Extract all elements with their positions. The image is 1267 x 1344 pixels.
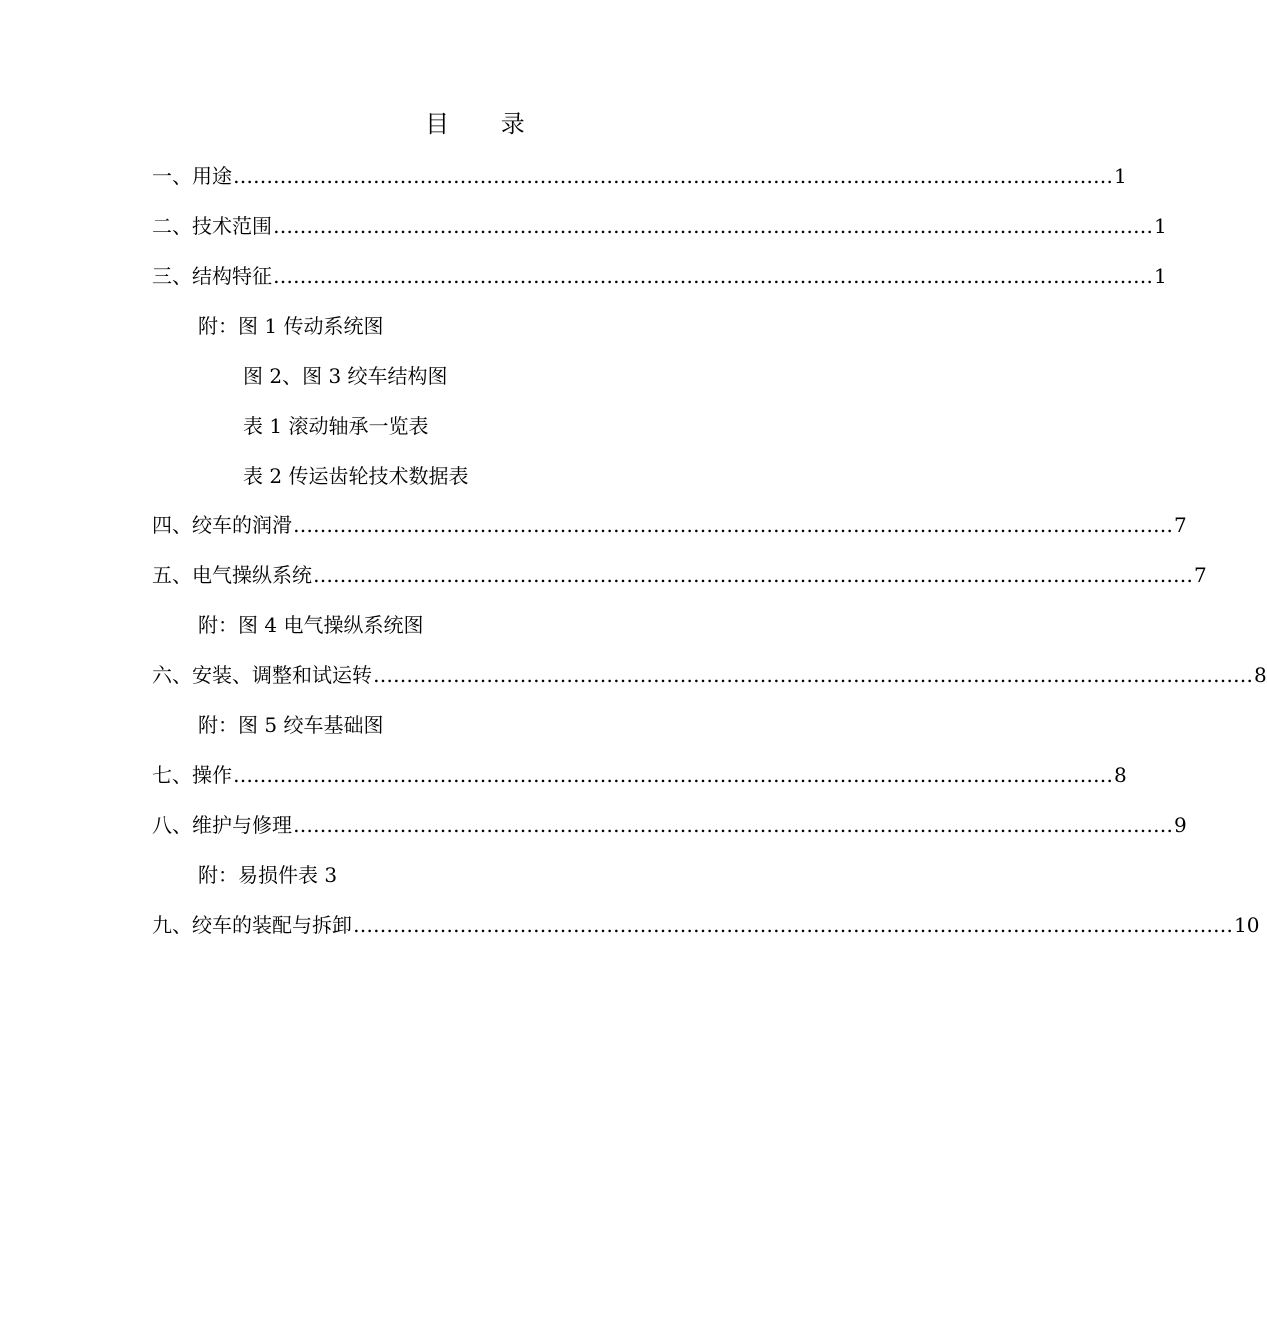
toc-entry-page: 10 xyxy=(1234,913,1260,937)
toc-entry-page: 7 xyxy=(1174,513,1187,537)
leader-dots: …………………………………………………………………………………………………………………… xyxy=(273,214,1153,238)
toc-entry[interactable] xyxy=(152,509,1187,539)
toc-entry-label: 八、维护与修理 xyxy=(152,813,292,837)
toc-entry-page: 9 xyxy=(1174,813,1187,837)
toc-sub-item: 附：图 4 电气操纵系统图 xyxy=(198,613,424,637)
toc-entry-page: 1 xyxy=(1154,264,1167,288)
toc-entry[interactable] xyxy=(152,559,1207,589)
toc-entry-label: 七、操作 xyxy=(152,763,232,787)
toc-entry-page: 1 xyxy=(1114,164,1127,188)
page-title: 目 录 xyxy=(425,110,547,138)
toc-sub-item: 图 2、图 3 绞车结构图 xyxy=(243,364,448,388)
toc-entry-label: 四、绞车的润滑 xyxy=(152,513,292,537)
leader-dots: …………………………………………………………………………………………………………………… xyxy=(273,264,1153,288)
toc-sub-item: 附：图 5 绞车基础图 xyxy=(198,713,384,737)
toc-entry[interactable] xyxy=(152,759,1127,789)
toc-entry[interactable] xyxy=(152,659,1267,689)
toc-entry[interactable] xyxy=(152,160,1127,190)
toc-entry[interactable] xyxy=(152,210,1167,240)
toc-entry-label: 一、用途 xyxy=(152,164,232,188)
leader-dots: …………………………………………………………………………………………………………………… xyxy=(293,813,1173,837)
toc-entry-label: 二、技术范围 xyxy=(152,214,272,238)
toc-entry-label: 六、安装、调整和试运转 xyxy=(152,663,372,687)
toc-entry[interactable] xyxy=(152,260,1167,290)
toc-entry-page: 8 xyxy=(1114,763,1127,787)
toc-sub-item: 表 2 传运齿轮技术数据表 xyxy=(243,464,469,488)
toc-entry-label: 三、结构特征 xyxy=(152,264,272,288)
leader-dots: …………………………………………………………………………………………………………………… xyxy=(233,164,1113,188)
leader-dots: …………………………………………………………………………………………………………………… xyxy=(373,663,1253,687)
toc-entry[interactable] xyxy=(152,909,1260,939)
leader-dots: …………………………………………………………………………………………………………………… xyxy=(353,913,1233,937)
toc-entry[interactable] xyxy=(152,809,1187,839)
toc-entry-label: 九、绞车的装配与拆卸 xyxy=(152,913,352,937)
toc-entry-page: 1 xyxy=(1154,214,1167,238)
toc-entry-label: 五、电气操纵系统 xyxy=(152,563,312,587)
leader-dots: …………………………………………………………………………………………………………………… xyxy=(233,763,1113,787)
toc-entry-page: 8 xyxy=(1254,663,1267,687)
leader-dots: …………………………………………………………………………………………………………………… xyxy=(313,563,1193,587)
toc-sub-item: 表 1 滚动轴承一览表 xyxy=(243,414,429,438)
toc-sub-item: 附：易损件表 3 xyxy=(198,863,338,887)
leader-dots: …………………………………………………………………………………………………………………… xyxy=(293,513,1173,537)
toc-sub-item: 附：图 1 传动系统图 xyxy=(198,314,384,338)
toc-entry-page: 7 xyxy=(1194,563,1207,587)
